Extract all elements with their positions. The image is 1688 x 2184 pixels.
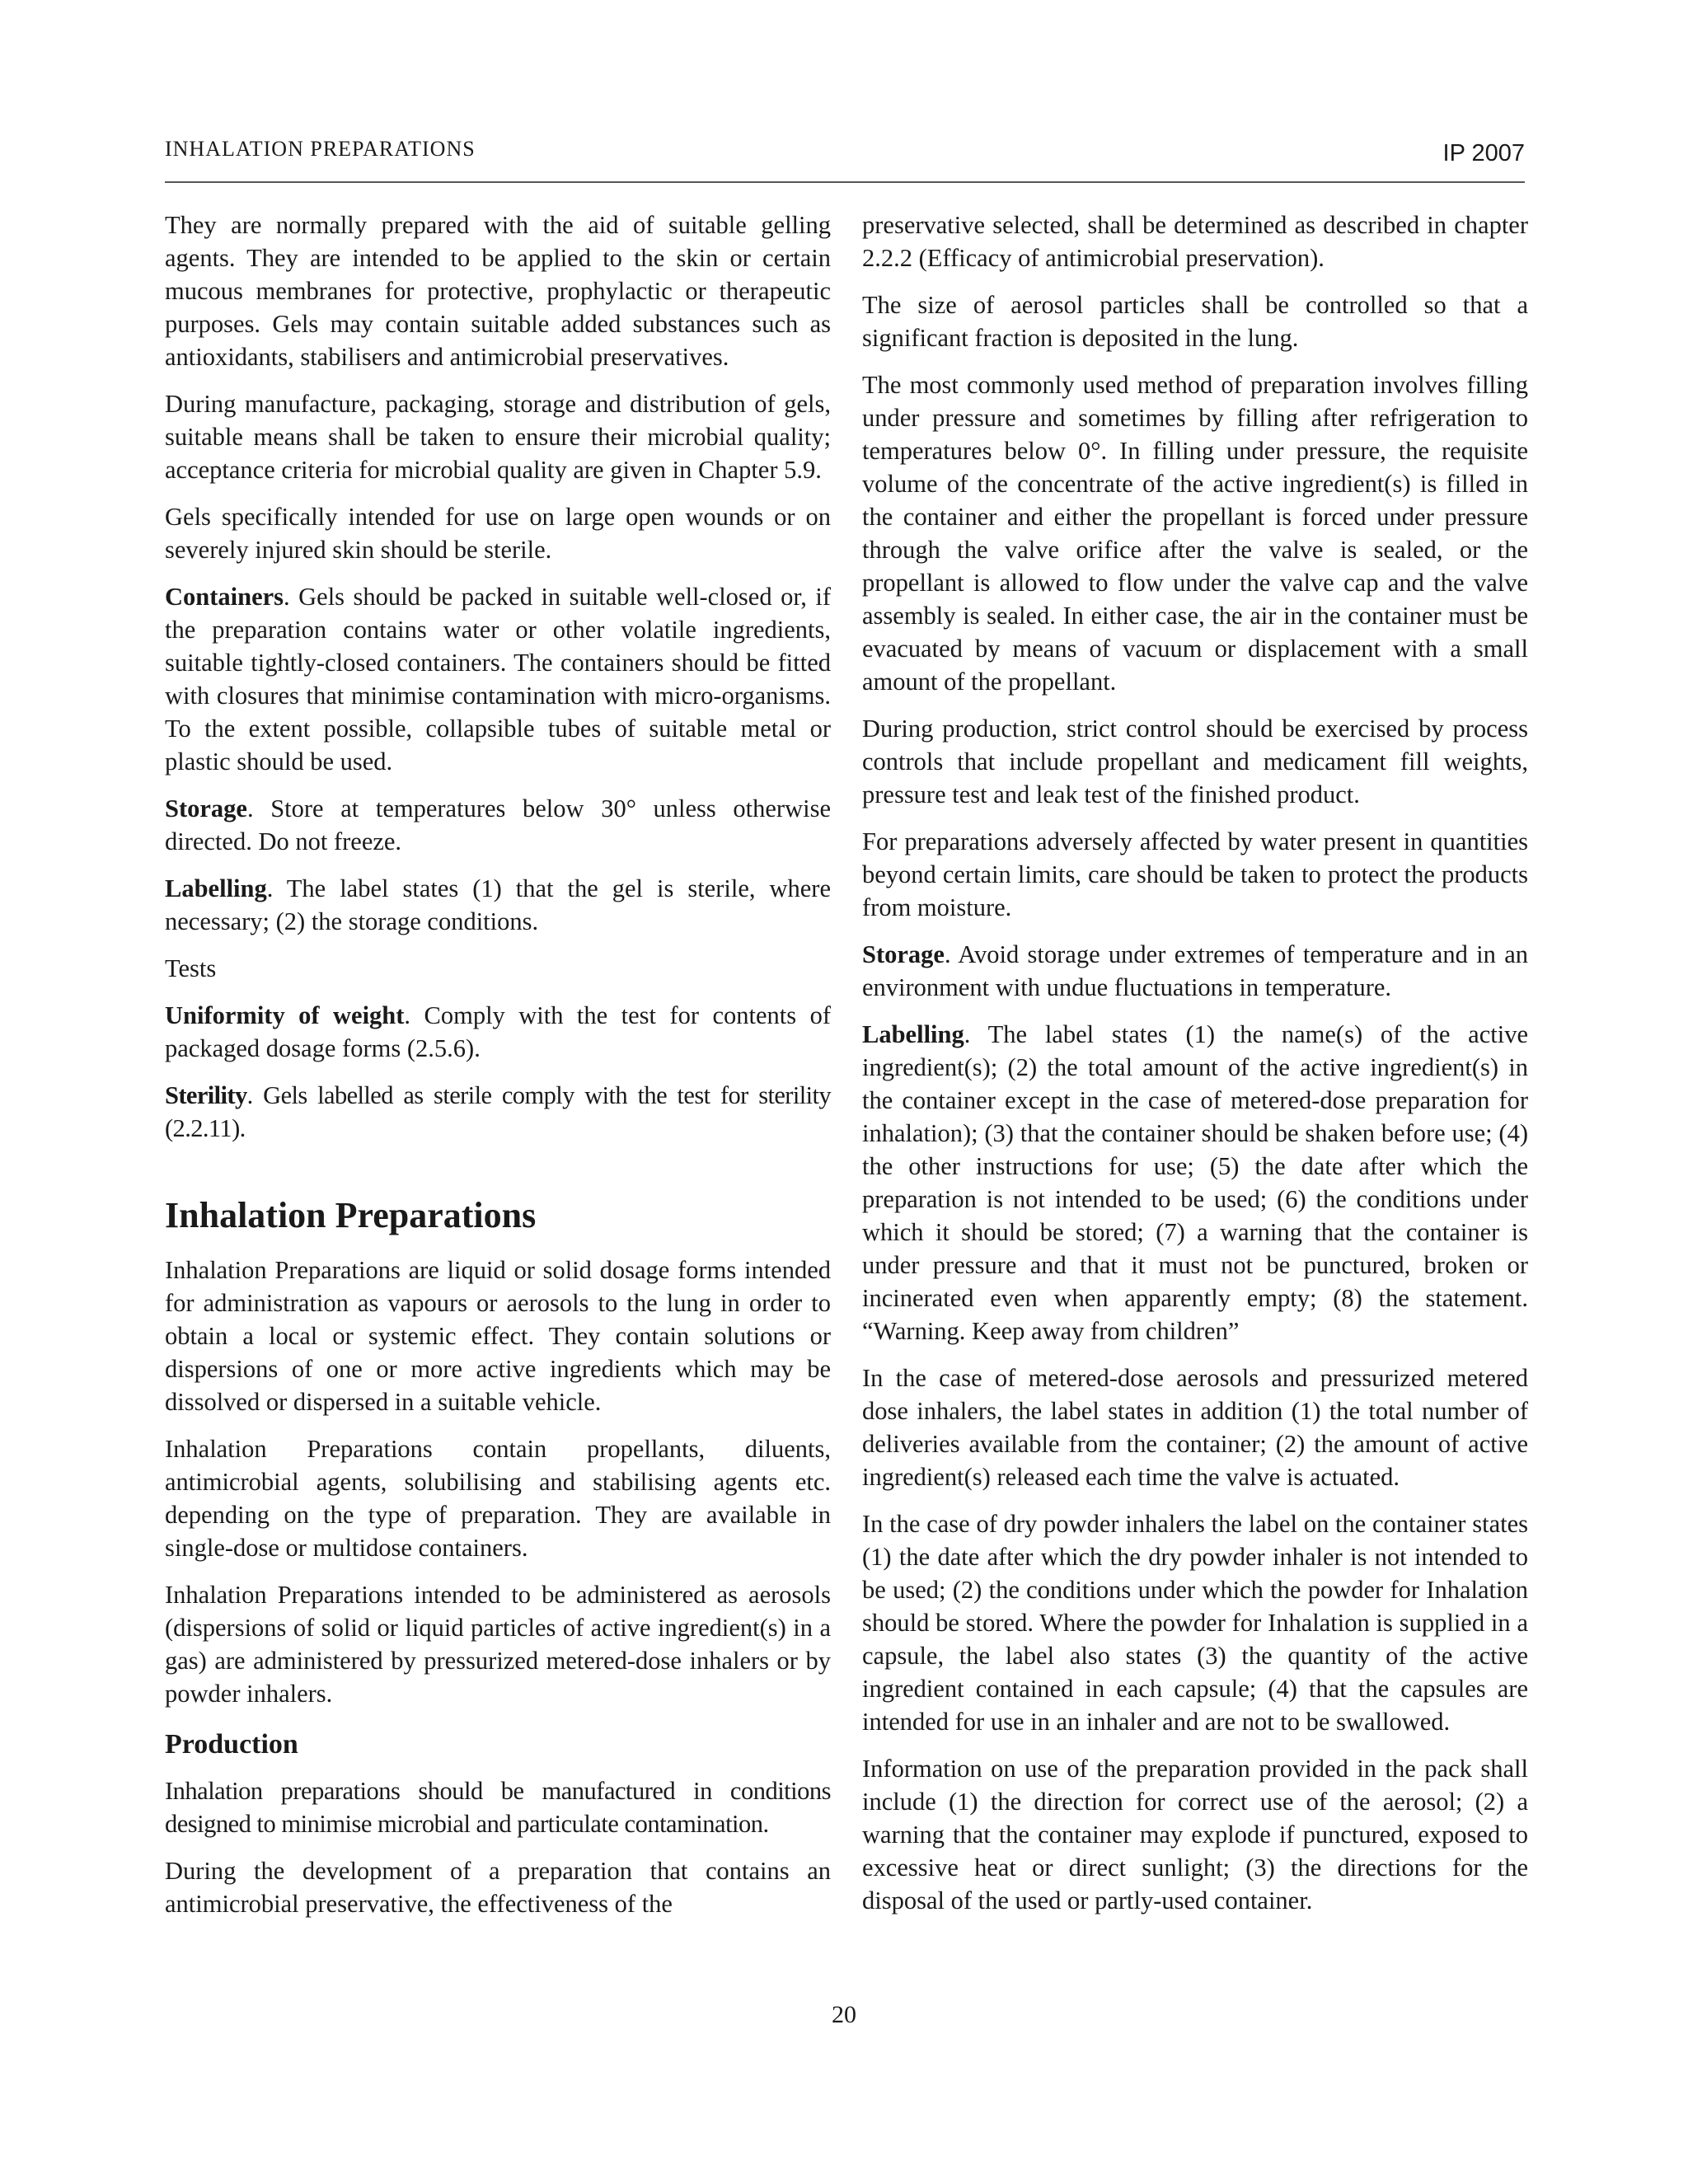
tests-heading: Tests: [165, 954, 217, 982]
page-number: 20: [832, 2001, 856, 2028]
sterility-text: . Gels labelled as sterile comply with the test for sterility (2.2.11).: [165, 1081, 831, 1142]
production-heading: Production: [165, 1729, 298, 1760]
dry-powder-paragraph: In the case of dry powder inhalers the label on the container states (1) the date after which the dry powder inhaler is not intended to be used; (2) the conditions under which the powder for Inhalation should be stored. Where the powder for Inhalation is supplied in a capsule, the label also states (3) the quantity of the active ingredient contained in each capsule; (4) that the capsules are intended for use in an inhaler and are not to be swallowed.: [862, 1510, 1528, 1736]
header-section-title: INHALATION PREPARATIONS: [165, 137, 476, 161]
labelling-label: Labelling: [862, 1020, 964, 1048]
uniformity-paragraph: [165, 999, 831, 1065]
gels-containers-paragraph: [165, 580, 831, 778]
sterility-paragraph: [165, 1079, 831, 1145]
gels-sterile-paragraph: Gels specifically intended for use on large open wounds or on severely injured skin should be sterile.: [165, 503, 831, 564]
inhalation-labelling-paragraph: [862, 1018, 1528, 1347]
inhalation-aerosols-paragraph: Inhalation Preparations intended to be administered as aerosols (dispersions of solid or liquid particles of active ingredient(s) in a gas) are administered by pressurized metered-dose inhalers or by powder inhalers.: [165, 1581, 831, 1708]
metered-dose-paragraph: In the case of metered-dose aerosols and pressurized metered dose inhalers, the label states in addition (1) the total number of deliveries available from the container; (2) the amount of active ingredient(s) released each time the valve is actuated.: [862, 1364, 1528, 1491]
gels-labelling-paragraph: [165, 872, 831, 938]
left-column: [165, 209, 831, 1934]
information-paragraph: Information on use of the preparation provided in the pack shall include (1) the direction for correct use of the aerosol; (2) a warning that the container may explode if punctured, exposed to excessive heat or direct sunlight; (3) the directions for the disposal of the used or partly-used container.: [862, 1755, 1528, 1915]
moisture-paragraph: For preparations adversely affected by water present in quantities beyond certain limits, care should be taken to protect the products from moisture.: [862, 827, 1528, 921]
uniformity-label: Uniformity of weight: [165, 1001, 405, 1029]
storage-text: . Avoid storage under extremes of temperature and in an environment with undue fluctuations in temperature.: [862, 940, 1528, 1001]
preservative-paragraph: preservative selected, shall be determined as described in chapter 2.2.2 (Efficacy of antimicrobial preservation).: [862, 211, 1528, 272]
section-title: Inhalation Preparations: [165, 1195, 537, 1235]
storage-label: Storage: [165, 794, 247, 823]
uniformity-text: . Comply with the test for contents of packaged dosage forms (2.5.6).: [165, 1001, 831, 1062]
running-header: [165, 132, 1525, 183]
inhalation-definition-paragraph: Inhalation Preparations are liquid or solid dosage forms intended for administration as vapours or aerosols to the lung in order to obtain a local or systemic effect. They contain solutions or dispersions of one or more active ingredients which may be dissolved or dispersed in a suitable vehicle.: [165, 1256, 831, 1416]
sterility-label: Sterility: [165, 1081, 247, 1109]
gels-paragraph: They are normally prepared with the aid of suitable gelling agents. They are intended to be applied to the skin or certain mucous membranes for protective, prophylactic or therapeutic purposes. Gels may contain suitable added substances such as antioxidants, stabilisers and antimicrobial preservatives.: [165, 211, 831, 371]
particle-size-paragraph: The size of aerosol particles shall be controlled so that a significant fraction is deposited in the lung.: [862, 291, 1528, 352]
storage-text: . Store at temperatures below 30° unless otherwise directed. Do not freeze.: [165, 794, 831, 855]
containers-label: Containers: [165, 583, 284, 611]
production-preservative-paragraph: During the development of a preparation that contains an antimicrobial preservative, the effectiveness of the: [165, 1857, 831, 1918]
preparation-method-paragraph: The most commonly used method of preparation involves filling under pressure and sometimes by filling after refrigeration to temperatures below 0°. In filling under pressure, the requisite volume of the concentrate of the active ingredient(s) is filled in the container and either the propellant is forced under pressure through the valve orifice after the valve is sealed, or the propellant is allowed to flow under the valve cap and the valve assembly is sealed. In either case, the air in the container must be evacuated by means of vacuum or displacement with a small amount of the propellant.: [862, 371, 1528, 696]
gels-manufacture-paragraph: During manufacture, packaging, storage and distribution of gels, suitable means shall be taken to ensure their microbial quality; acceptance criteria for microbial quality are given in Chapter 5.9.: [165, 390, 831, 484]
inhalation-storage-paragraph: [862, 938, 1528, 1004]
labelling-text: . The label states (1) that the gel is sterile, where necessary; (2) the storage conditions.: [165, 874, 831, 935]
gels-storage-paragraph: [165, 792, 831, 858]
inhalation-contents-paragraph: Inhalation Preparations contain propellants, diluents, antimicrobial agents, solubilising and stabilising agents etc. depending on the type of preparation. They are available in single-dose or multidose containers.: [165, 1435, 831, 1562]
labelling-label: Labelling: [165, 874, 267, 902]
production-control-paragraph: During production, strict control should be exercised by process controls that include propellant and medicament fill weights, pressure test and leak test of the finished product.: [862, 715, 1528, 808]
containers-text: . Gels should be packed in suitable well-closed or, if the preparation contains water or other volatile ingredients, suitable tightly-closed containers. The containers should be fitted with closures that minimise contamination with micro-organisms. To the extent possible, collapsible tubes of suitable metal or plastic should be used.: [165, 583, 831, 776]
right-column: [862, 209, 1528, 1931]
labelling-text: . The label states (1) the name(s) of the active ingredient(s); (2) the total amount of the active ingredient(s) in the container except in the case of metered-dose preparation for inhalation); (3) that the container should be shaken before use; (4) the other instructions for use; (5) the date after which the preparation is not intended to be used; (6) the conditions under which it should be stored; (7) a warning that the container is under pressure and that it must not be punctured, broken or incinerated even when apparently empty; (8) the statement. “Warning. Keep away from children”: [862, 1020, 1528, 1345]
header-edition: IP 2007: [1442, 140, 1525, 166]
production-paragraph: Inhalation preparations should be manufactured in conditions designed to minimise microbial and particulate contamination.: [165, 1777, 831, 1838]
storage-label: Storage: [862, 940, 945, 968]
